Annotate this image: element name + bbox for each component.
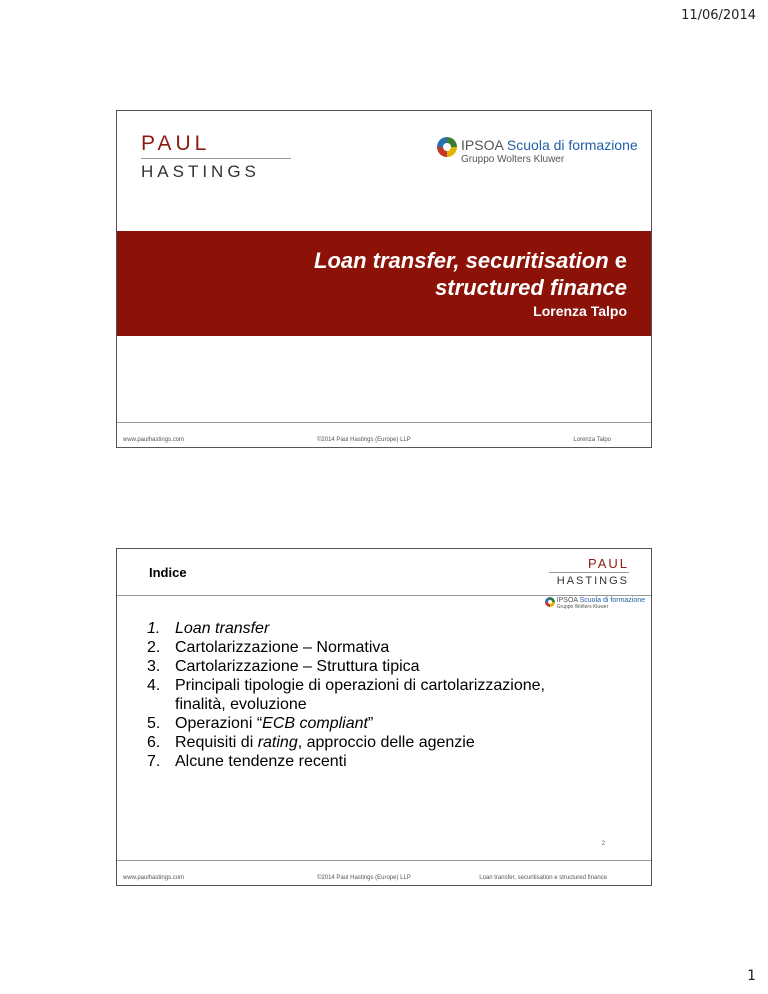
logo-hastings-text: HASTINGS: [556, 575, 629, 587]
toc-item: [147, 752, 575, 771]
paul-hastings-logo: [141, 133, 291, 181]
table-of-contents: [147, 619, 575, 771]
ipsoa-globe-icon: [545, 597, 555, 607]
paul-hastings-logo: [549, 557, 629, 587]
toc-text-pre: Operazioni “: [175, 715, 263, 732]
ipsoa-title: [557, 597, 645, 604]
toc-item-text: Alcune tendenze recenti: [175, 753, 347, 770]
ipsoa-subtitle: Gruppo Wolters Kluwer: [461, 154, 565, 165]
footer-copyright: ©2014 Paul Hastings (Europe) LLP: [317, 875, 411, 881]
toc-item: [147, 733, 575, 752]
logo-divider: [141, 158, 291, 159]
slide-number: 2: [601, 841, 605, 847]
ipsoa-scuola: Scuola di formazione: [506, 137, 638, 153]
ipsoa-brand: IPSOA: [556, 597, 578, 604]
footer-presentation-title: Loan transfer, securitisation e structured finance: [479, 875, 607, 881]
logo-hastings-text: HASTINGS: [141, 162, 260, 181]
toc-item-text: [175, 714, 575, 733]
page-date: 11/06/2014: [681, 8, 756, 23]
footer-copyright: ©2014 Paul Hastings (Europe) LLP: [317, 437, 411, 443]
toc-item: [147, 638, 575, 657]
footer-url: www.paulhastings.com: [123, 875, 185, 881]
toc-item: [147, 676, 575, 714]
ipsoa-scuola: Scuola di formazione: [579, 597, 645, 604]
title-slide: [116, 110, 652, 448]
toc-item-text: [175, 733, 575, 752]
presentation-title: [117, 247, 627, 301]
ipsoa-globe-icon: [437, 137, 457, 157]
toc-item: [147, 619, 575, 638]
title-part-3: structured finance: [435, 275, 627, 300]
ipsoa-subtitle: Gruppo Wolters Kluwer: [556, 604, 609, 610]
index-slide: [116, 548, 652, 886]
footer-author: Lorenza Talpo: [573, 437, 611, 443]
logo-divider: [549, 572, 629, 573]
ipsoa-title: [461, 137, 638, 153]
slide-heading: Indice: [149, 565, 187, 580]
ipsoa-logo: [545, 597, 645, 610]
toc-text-post: ”: [367, 715, 374, 732]
footer-divider: [117, 422, 651, 423]
title-banner: [117, 231, 651, 336]
toc-item: [147, 714, 575, 733]
ipsoa-logo: [437, 137, 638, 165]
logo-paul-text: PAUL: [141, 132, 211, 155]
footer-url: www.paulhastings.com: [123, 437, 185, 443]
toc-item-text: Loan transfer: [175, 620, 270, 637]
page-number: 1: [747, 968, 756, 984]
toc-item-text: Principali tipologie di operazioni di cartolarizzazione, finalità, evoluzione: [175, 677, 545, 713]
toc-item-number: 6.: [147, 734, 161, 751]
toc-item-number: 2.: [147, 639, 161, 656]
toc-text-italic: rating: [257, 734, 298, 751]
toc-item-number: 4.: [147, 677, 161, 694]
toc-item-text: Cartolarizzazione – Normativa: [175, 639, 390, 656]
toc-text-italic: ECB compliant: [262, 715, 368, 732]
presenter-name: Lorenza Talpo: [533, 303, 627, 319]
logo-paul-text: PAUL: [588, 556, 629, 571]
toc-item-number: 5.: [147, 715, 161, 732]
toc-item: [147, 657, 575, 676]
toc-item-number: 7.: [147, 753, 161, 770]
ipsoa-brand: IPSOA: [461, 137, 504, 153]
toc-item-text: Cartolarizzazione – Struttura tipica: [175, 658, 420, 675]
header-divider: [117, 595, 651, 596]
toc-text-post: , approccio delle agenzie: [297, 734, 475, 751]
toc-text-pre: Requisiti di: [175, 734, 258, 751]
title-part-2: e: [608, 248, 627, 273]
footer-divider: [117, 860, 651, 861]
toc-item-number: 1.: [147, 620, 161, 637]
toc-item-number: 3.: [147, 658, 161, 675]
title-part-1: Loan transfer, securitisation: [314, 248, 609, 273]
